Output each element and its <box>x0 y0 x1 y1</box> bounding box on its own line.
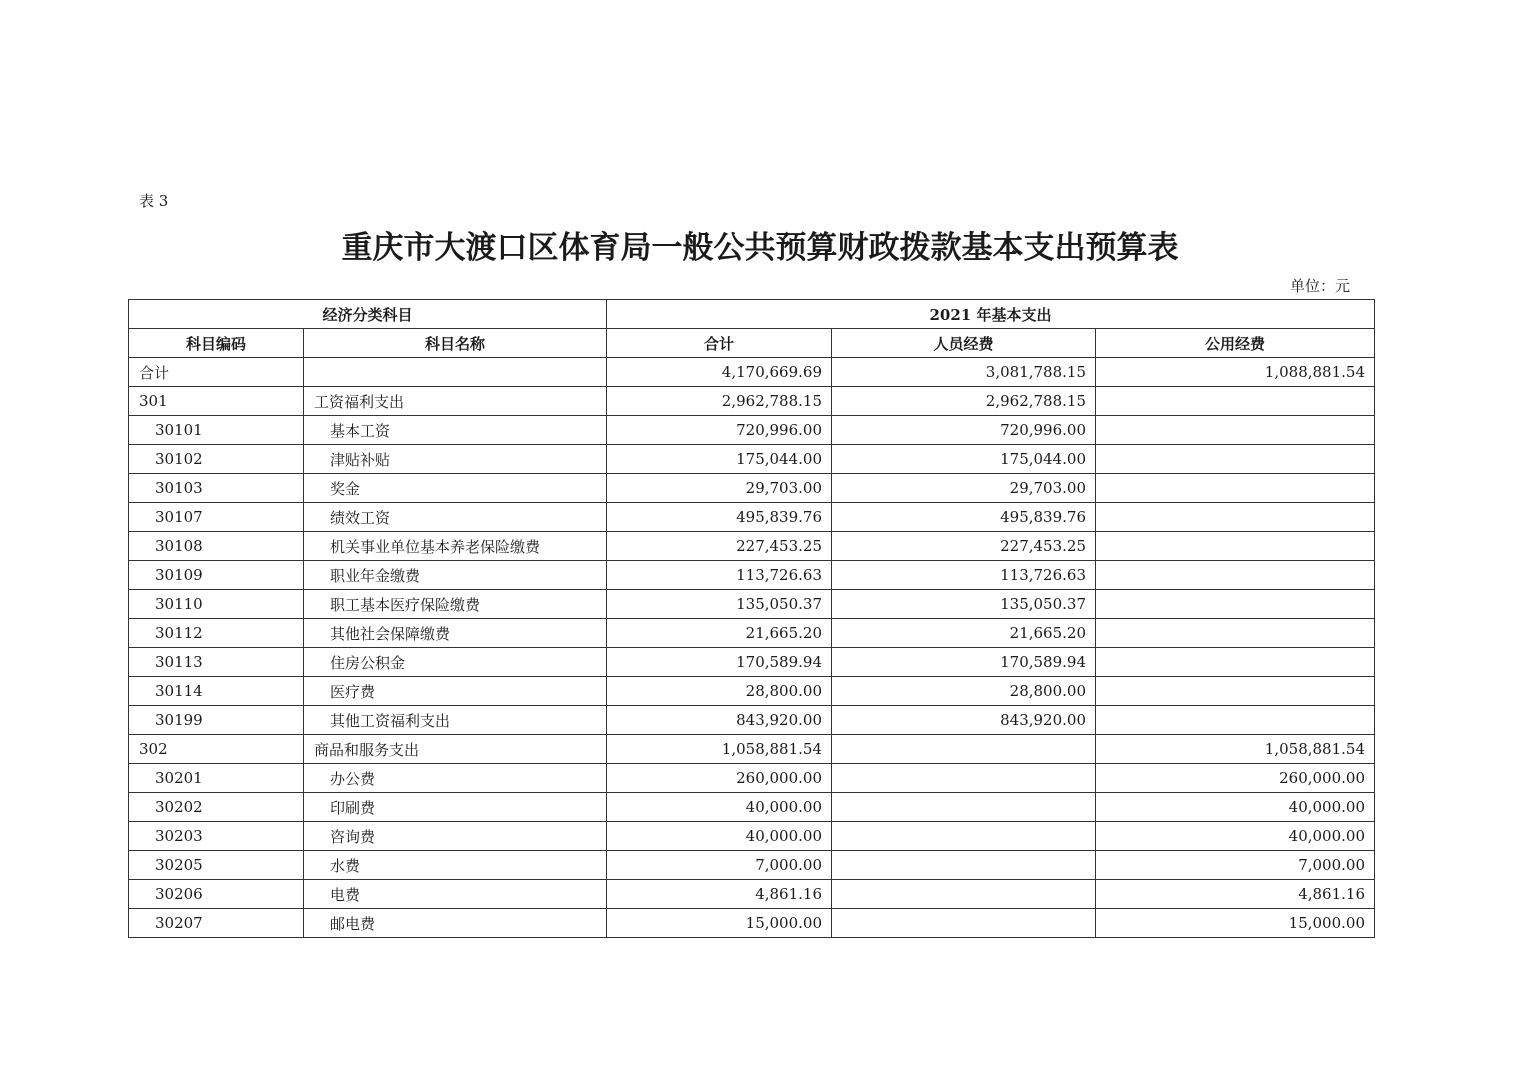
cell-total: 28,800.00 <box>607 677 832 706</box>
cell-personnel <box>832 793 1096 822</box>
cell-total: 4,861.16 <box>607 880 832 909</box>
cell-personnel <box>832 735 1096 764</box>
cell-personnel: 843,920.00 <box>832 706 1096 735</box>
cell-name: 绩效工资 <box>304 503 607 532</box>
cell-code: 30199 <box>129 706 304 735</box>
cell-public <box>1096 474 1375 503</box>
cell-public <box>1096 706 1375 735</box>
cell-code: 30205 <box>129 851 304 880</box>
header-name: 科目名称 <box>304 329 607 358</box>
cell-code: 30206 <box>129 880 304 909</box>
cell-code: 30107 <box>129 503 304 532</box>
cell-name: 邮电费 <box>304 909 607 938</box>
cell-public: 15,000.00 <box>1096 909 1375 938</box>
cell-code: 30102 <box>129 445 304 474</box>
cell-code: 30112 <box>129 619 304 648</box>
cell-public <box>1096 445 1375 474</box>
cell-total: 260,000.00 <box>607 764 832 793</box>
table-row <box>129 648 1375 677</box>
cell-public <box>1096 648 1375 677</box>
cell-name: 其他工资福利支出 <box>304 706 607 735</box>
cell-personnel: 113,726.63 <box>832 561 1096 590</box>
cell-total: 15,000.00 <box>607 909 832 938</box>
cell-public: 40,000.00 <box>1096 793 1375 822</box>
header-public: 公用经费 <box>1096 329 1375 358</box>
cell-total: 113,726.63 <box>607 561 832 590</box>
cell-total: 2,962,788.15 <box>607 387 832 416</box>
cell-code: 30201 <box>129 764 304 793</box>
cell-code: 30103 <box>129 474 304 503</box>
cell-personnel: 495,839.76 <box>832 503 1096 532</box>
table-number: 表 3 <box>139 192 169 210</box>
table-row <box>129 764 1375 793</box>
cell-total: 495,839.76 <box>607 503 832 532</box>
header-basic-expenditure: 2021 年基本支出 <box>607 300 1375 329</box>
header-code: 科目编码 <box>129 329 304 358</box>
cell-name: 医疗费 <box>304 677 607 706</box>
cell-name: 住房公积金 <box>304 648 607 677</box>
cell-personnel: 29,703.00 <box>832 474 1096 503</box>
table-row <box>129 387 1375 416</box>
cell-code: 30110 <box>129 590 304 619</box>
table-row <box>129 561 1375 590</box>
cell-personnel <box>832 880 1096 909</box>
table-row <box>129 822 1375 851</box>
cell-personnel <box>832 851 1096 880</box>
table-row <box>129 474 1375 503</box>
document-title: 重庆市大渡口区体育局一般公共预算财政拨款基本支出预算表 <box>341 230 1179 266</box>
cell-total: 170,589.94 <box>607 648 832 677</box>
cell-personnel: 21,665.20 <box>832 619 1096 648</box>
cell-public: 1,058,881.54 <box>1096 735 1375 764</box>
cell-code: 30114 <box>129 677 304 706</box>
cell-public <box>1096 532 1375 561</box>
header-group-row <box>129 300 1375 329</box>
cell-personnel <box>832 909 1096 938</box>
cell-total: 227,453.25 <box>607 532 832 561</box>
unit-label: 单位：元 <box>1290 277 1351 295</box>
table-body <box>129 358 1375 938</box>
cell-public <box>1096 561 1375 590</box>
cell-total: 4,170,669.69 <box>607 358 832 387</box>
cell-name: 基本工资 <box>304 416 607 445</box>
header-total: 合计 <box>607 329 832 358</box>
cell-personnel: 170,589.94 <box>832 648 1096 677</box>
cell-name: 电费 <box>304 880 607 909</box>
cell-total: 135,050.37 <box>607 590 832 619</box>
cell-personnel: 175,044.00 <box>832 445 1096 474</box>
cell-public <box>1096 677 1375 706</box>
table-row <box>129 735 1375 764</box>
cell-name: 水费 <box>304 851 607 880</box>
header-personnel: 人员经费 <box>832 329 1096 358</box>
table-row <box>129 416 1375 445</box>
cell-code: 30101 <box>129 416 304 445</box>
table-row <box>129 677 1375 706</box>
cell-name: 商品和服务支出 <box>304 735 607 764</box>
cell-public <box>1096 590 1375 619</box>
cell-code: 301 <box>129 387 304 416</box>
table-row <box>129 880 1375 909</box>
cell-total: 720,996.00 <box>607 416 832 445</box>
header-column-row <box>129 329 1375 358</box>
table-row <box>129 532 1375 561</box>
cell-name: 工资福利支出 <box>304 387 607 416</box>
cell-total: 843,920.00 <box>607 706 832 735</box>
table-row <box>129 851 1375 880</box>
table-row <box>129 619 1375 648</box>
cell-code: 30109 <box>129 561 304 590</box>
table-row <box>129 503 1375 532</box>
cell-name: 办公费 <box>304 764 607 793</box>
table-row <box>129 706 1375 735</box>
cell-personnel: 135,050.37 <box>832 590 1096 619</box>
cell-name: 职业年金缴费 <box>304 561 607 590</box>
cell-personnel <box>832 822 1096 851</box>
cell-total: 40,000.00 <box>607 822 832 851</box>
cell-public <box>1096 387 1375 416</box>
cell-personnel: 720,996.00 <box>832 416 1096 445</box>
cell-total: 1,058,881.54 <box>607 735 832 764</box>
cell-code: 30113 <box>129 648 304 677</box>
cell-public: 4,861.16 <box>1096 880 1375 909</box>
cell-total: 29,703.00 <box>607 474 832 503</box>
cell-personnel <box>832 764 1096 793</box>
cell-public: 260,000.00 <box>1096 764 1375 793</box>
cell-name <box>304 358 607 387</box>
cell-public <box>1096 619 1375 648</box>
cell-total: 7,000.00 <box>607 851 832 880</box>
cell-name: 津贴补贴 <box>304 445 607 474</box>
table-row <box>129 445 1375 474</box>
cell-name: 机关事业单位基本养老保险缴费 <box>304 532 607 561</box>
cell-code: 302 <box>129 735 304 764</box>
cell-code: 合计 <box>129 358 304 387</box>
budget-table <box>128 299 1375 938</box>
cell-name: 印刷费 <box>304 793 607 822</box>
cell-name: 奖金 <box>304 474 607 503</box>
cell-code: 30202 <box>129 793 304 822</box>
table-row <box>129 590 1375 619</box>
cell-personnel: 2,962,788.15 <box>832 387 1096 416</box>
table-row <box>129 358 1375 387</box>
header-economic-category: 经济分类科目 <box>129 300 607 329</box>
cell-public: 40,000.00 <box>1096 822 1375 851</box>
table-row <box>129 909 1375 938</box>
cell-code: 30207 <box>129 909 304 938</box>
cell-total: 175,044.00 <box>607 445 832 474</box>
table-row <box>129 793 1375 822</box>
cell-public <box>1096 503 1375 532</box>
cell-code: 30203 <box>129 822 304 851</box>
cell-public <box>1096 416 1375 445</box>
cell-name: 咨询费 <box>304 822 607 851</box>
cell-public: 1,088,881.54 <box>1096 358 1375 387</box>
cell-public: 7,000.00 <box>1096 851 1375 880</box>
cell-total: 40,000.00 <box>607 793 832 822</box>
cell-name: 其他社会保障缴费 <box>304 619 607 648</box>
cell-total: 21,665.20 <box>607 619 832 648</box>
cell-personnel: 28,800.00 <box>832 677 1096 706</box>
cell-name: 职工基本医疗保险缴费 <box>304 590 607 619</box>
cell-code: 30108 <box>129 532 304 561</box>
cell-personnel: 3,081,788.15 <box>832 358 1096 387</box>
cell-personnel: 227,453.25 <box>832 532 1096 561</box>
